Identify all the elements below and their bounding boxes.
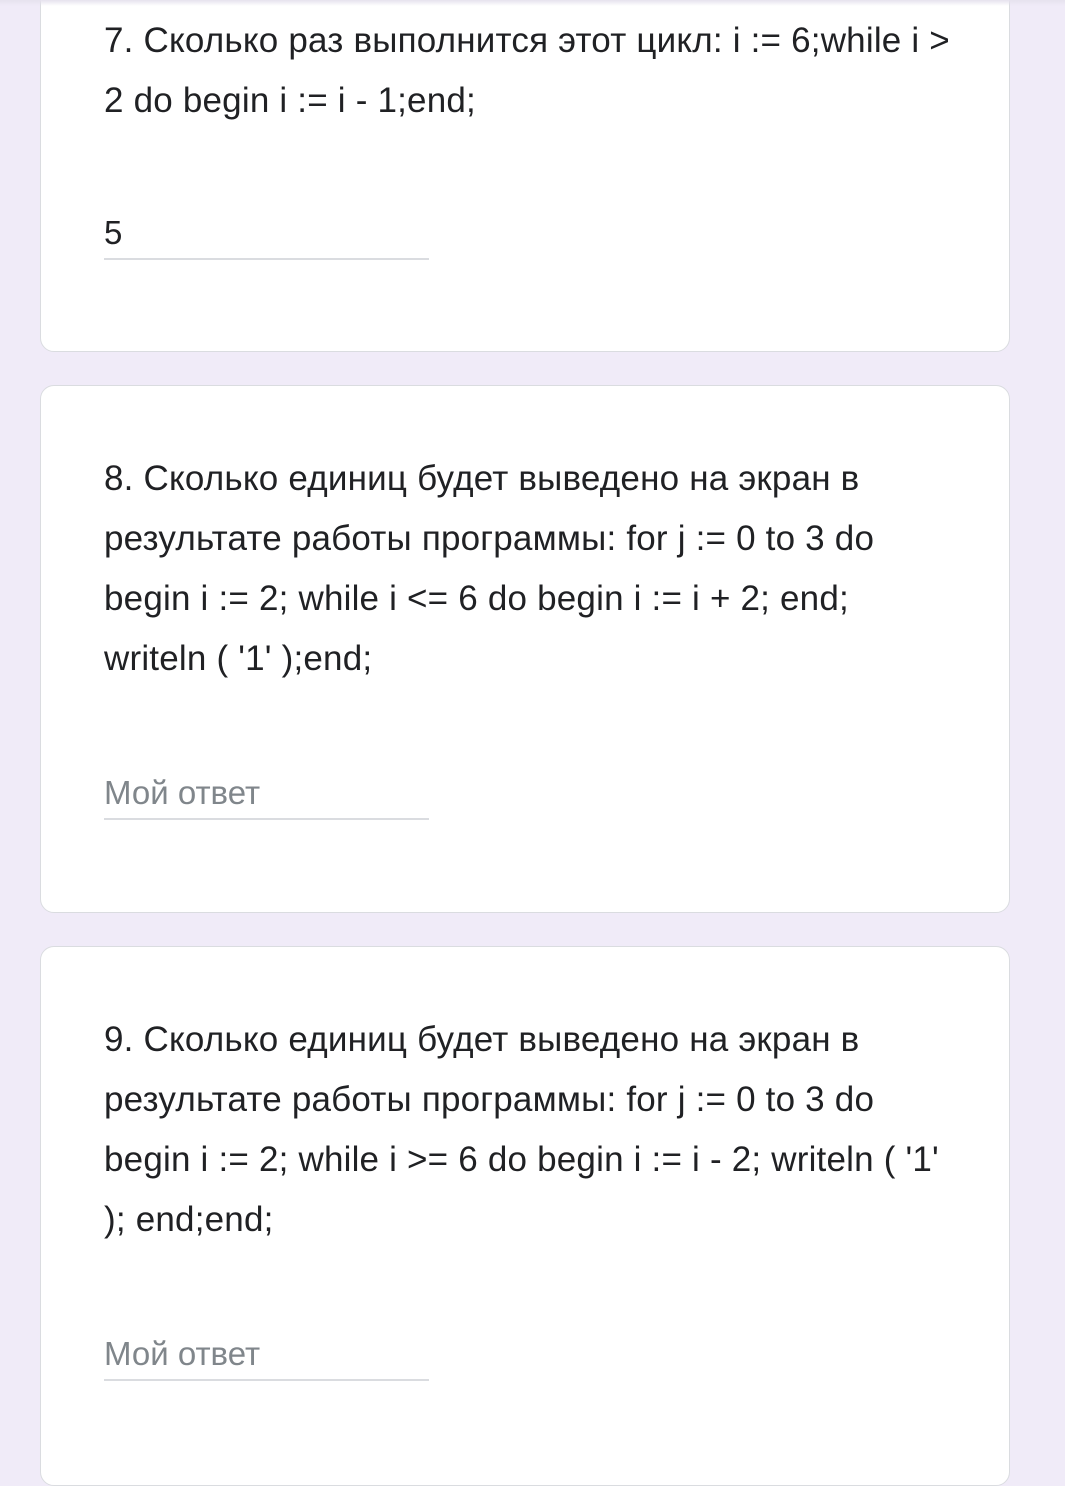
answer-input-9[interactable] bbox=[104, 1329, 429, 1381]
question-card-8 bbox=[40, 385, 1010, 913]
question-text-7: 7. Сколько раз выполнится этот цикл: i := 6;while i > 2 do begin i := i - 1;end; bbox=[104, 21, 950, 120]
question-text-9: 9. Сколько единиц будет выведено на экран в результате работы программы: for j := 0 to 3 do begin i := 2; while i >= 6 do begin i := i - 2; writeln ( '1' ); end;end; bbox=[104, 1020, 939, 1239]
question-card-9 bbox=[40, 946, 1010, 1486]
answer-input-7[interactable] bbox=[104, 208, 429, 260]
answer-input-8[interactable] bbox=[104, 768, 429, 820]
question-text-8: 8. Сколько единиц будет выведено на экран в результате работы программы: for j := 0 to 3 do begin i := 2; while i <= 6 do begin i := i + 2; end; writeln ( '1' );end; bbox=[104, 459, 875, 678]
question-card-7 bbox=[40, 0, 1010, 352]
